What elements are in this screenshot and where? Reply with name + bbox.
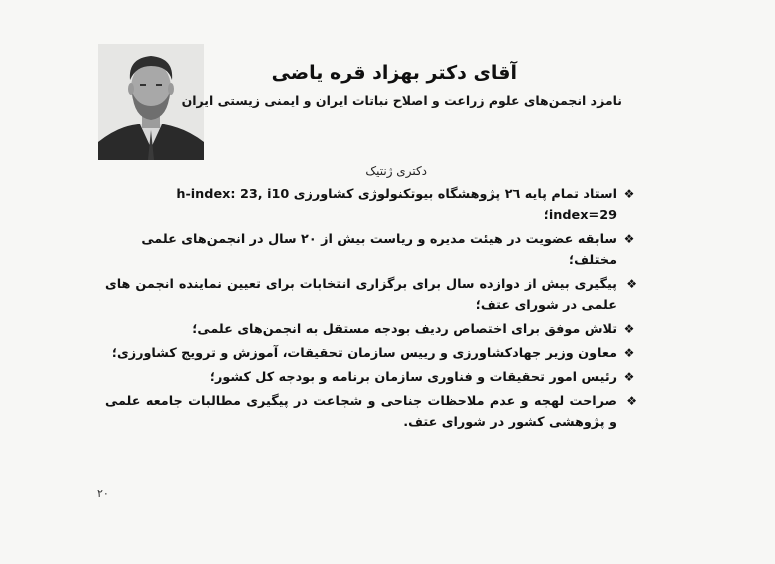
- four-diamond-bullet-icon: ❖: [623, 370, 635, 384]
- four-diamond-bullet-icon: ❖: [623, 346, 635, 360]
- list-item: [105, 229, 637, 271]
- list-item: [105, 391, 637, 433]
- list-item: [105, 184, 637, 226]
- list-item-text: معاون وزیر جهادکشاورزی و رییس سازمان تحقیقات، آموزش و ترویج کشاورزی؛: [111, 346, 617, 361]
- four-diamond-bullet-icon: ❖: [626, 394, 637, 408]
- list-item-text: پیگیری بیش از دوازده سال برای برگزاری انتخابات برای تعیین نماینده انجمن های علمی در شورای عتف؛: [105, 277, 617, 313]
- degree-label: دکتری ژنتیک: [365, 164, 427, 178]
- four-diamond-bullet-icon: ❖: [623, 232, 635, 246]
- four-diamond-bullet-icon: ❖: [623, 322, 635, 336]
- page-number: ۲۰: [97, 487, 109, 500]
- achievements-list: [105, 184, 637, 436]
- list-item: [105, 319, 637, 340]
- list-item-text: سابقه عضویت در هیئت مدیره و ریاست بیش از ۲۰ سال در انجمن‌های علمی مختلف؛: [141, 232, 617, 268]
- list-item-text: تلاش موفق برای اختصاص ردیف بودجه مستقل به انجمن‌های علمی؛: [192, 322, 617, 337]
- list-item: [105, 274, 637, 316]
- four-diamond-bullet-icon: ❖: [626, 277, 637, 291]
- list-item: [105, 343, 637, 364]
- person-name: آقای دکتر بهزاد قره یاضی: [271, 62, 517, 84]
- list-item-text: صراحت لهجه و عدم ملاحظات جناحی و شجاعت در پیگیری مطالبات جامعه علمی و پژوهشی کشور در شورای عتف.: [105, 394, 617, 430]
- four-diamond-bullet-icon: ❖: [623, 187, 635, 201]
- candidacy-affiliation: نامزد انجمن‌های علوم زراعت و اصلاح نباتات ایران و ایمنی زیستی ایران: [181, 93, 622, 108]
- list-item-text: استاد تمام پایه ۲٦ پژوهشگاه بیوتکنولوژی کشاورزی h-index: 23, i10 index=29؛: [176, 187, 617, 223]
- list-item-text: رئیس امور تحقیقات و فناوری سازمان برنامه و بودجه کل کشور؛: [209, 370, 617, 385]
- list-item: [105, 367, 637, 388]
